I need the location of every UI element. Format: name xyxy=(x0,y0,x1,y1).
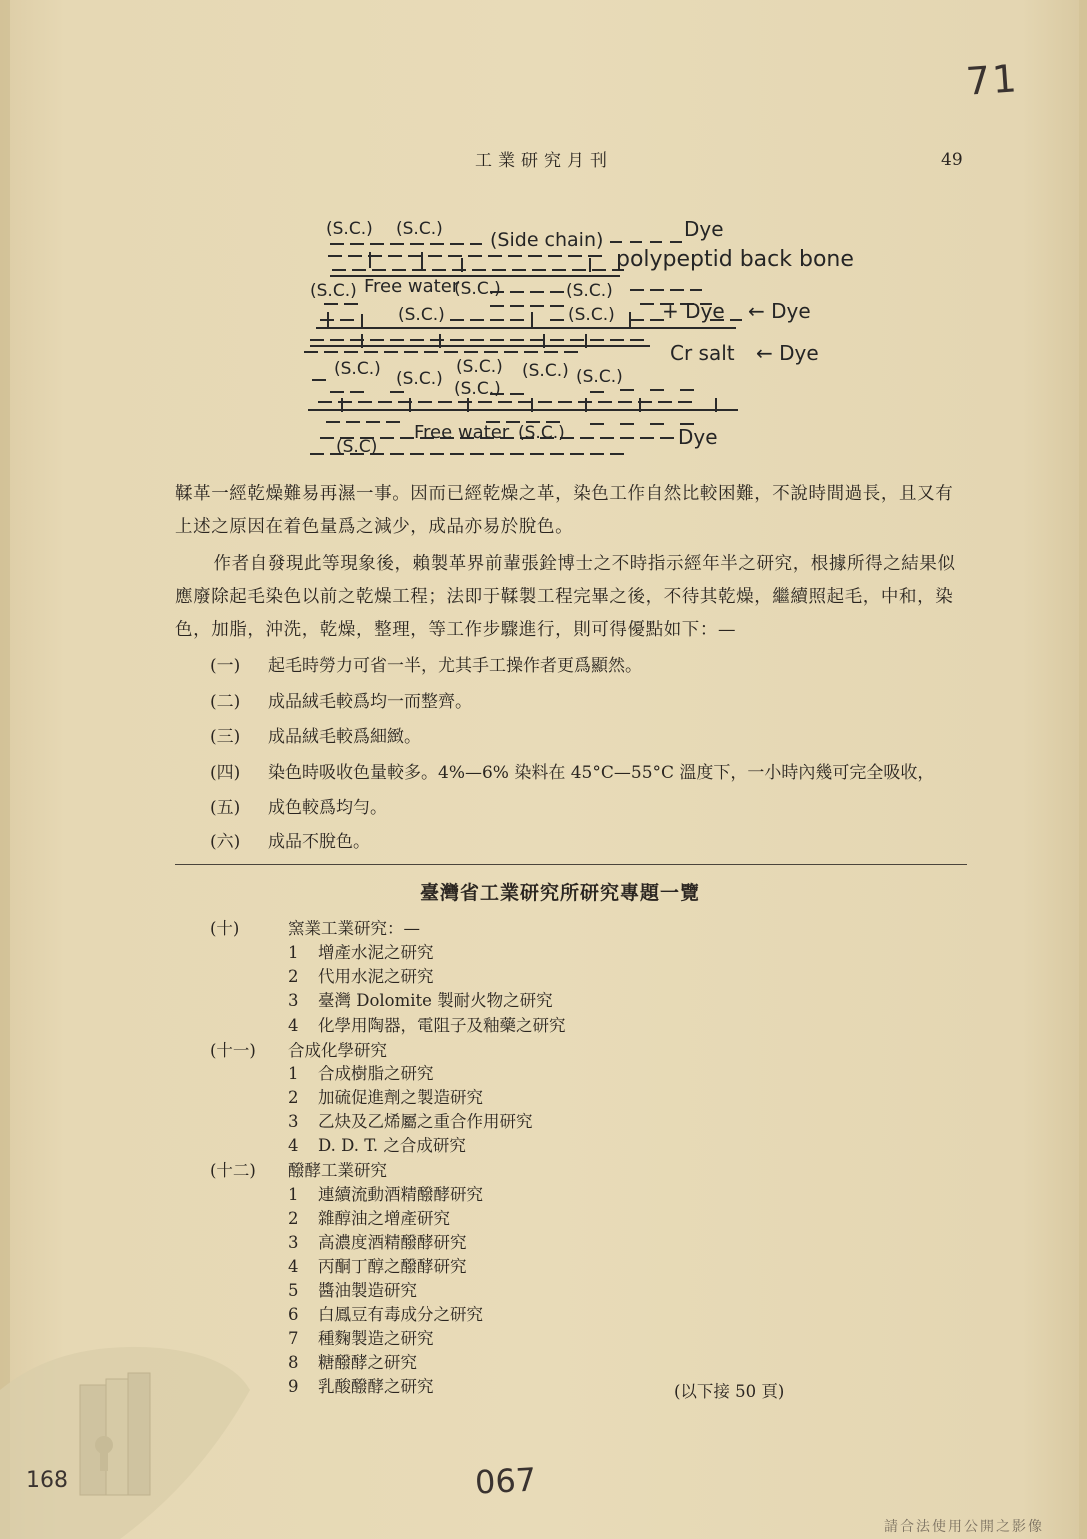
research-item xyxy=(288,1304,483,1326)
research-item xyxy=(288,1280,417,1302)
item-text: 高濃度酒精醱酵研究 xyxy=(318,1233,467,1252)
item-text: 連續流動酒精醱酵研究 xyxy=(318,1185,483,1204)
item-number: 1 xyxy=(288,943,299,962)
running-header: 工業研究月刊 xyxy=(475,151,613,171)
category-number: (十) xyxy=(210,919,240,938)
item-number: 2 xyxy=(288,1209,299,1228)
item-text: 增產水泥之研究 xyxy=(318,943,434,962)
advantage-text: 成品不脫色。 xyxy=(268,832,370,852)
item-text: D. D. T. 之合成研究 xyxy=(318,1136,466,1155)
research-item xyxy=(288,1087,483,1109)
item-number: 5 xyxy=(288,1281,299,1300)
item-text: 化學用陶器，電阻子及釉藥之研究 xyxy=(318,1016,566,1035)
label-sc: (S.C.) xyxy=(326,219,373,239)
label-sc: (S.C.) xyxy=(454,379,501,399)
item-number: 4 xyxy=(288,1016,299,1035)
research-item xyxy=(288,1352,417,1374)
research-item xyxy=(288,1328,434,1350)
item-text: 乳酸醱酵之研究 xyxy=(318,1377,434,1396)
research-item xyxy=(288,1063,434,1085)
category-number: (十一) xyxy=(210,1041,256,1060)
advantage-item xyxy=(210,830,370,854)
section-title: 臺灣省工業研究所研究專題一覽 xyxy=(420,882,701,904)
research-item xyxy=(288,1015,566,1037)
advantage-item xyxy=(210,690,472,714)
label-sc: (S.C.) xyxy=(310,281,357,301)
advantage-text: 起毛時勞力可省一半，尤其手工操作者更爲顯然。 xyxy=(268,656,642,676)
label-dye-arrow: ← Dye xyxy=(756,341,819,365)
advantage-number: (六) xyxy=(210,832,241,852)
body-paragraph: 作者自發現此等現象後，賴製革界前輩張銓博士之不時指示經年半之研究，根據所得之結果似應廢除起毛染色以前之乾燥工程；法即于鞣製工程完畢之後，不待其乾燥，繼續照起毛，中和，染色，加脂，沖洗，乾燥，整理，等工作步驟進行，則可得優點如下：— xyxy=(175,554,956,640)
research-item xyxy=(288,1256,467,1278)
research-item xyxy=(288,966,434,988)
advantage-item xyxy=(210,654,642,678)
label-plus-dye: + Dye xyxy=(662,299,725,323)
section-divider xyxy=(175,864,967,865)
label-sc: (S.C.) xyxy=(456,357,503,377)
label-side-chain: (Side chain) xyxy=(490,229,604,251)
category-number: (十二) xyxy=(210,1161,256,1180)
label-dye: Dye xyxy=(678,425,718,449)
advantage-text: 成色較爲均勻。 xyxy=(268,798,387,818)
item-number: 3 xyxy=(288,991,299,1010)
label-backbone: polypeptid back bone xyxy=(616,247,854,272)
category-name: 窯業工業研究：— xyxy=(288,919,420,938)
research-item xyxy=(288,1184,483,1206)
label-sc: (S.C.) xyxy=(576,367,623,387)
usage-watermark: 請合法使用公開之影像 xyxy=(884,1519,1044,1535)
advantage-text: 成品絨毛較爲細緻。 xyxy=(268,727,421,747)
item-number: 9 xyxy=(288,1377,299,1396)
category-name: 醱酵工業研究 xyxy=(288,1161,387,1180)
research-item xyxy=(288,1232,467,1254)
advantage-number: (四) xyxy=(210,763,241,783)
collagen-structure-diagram xyxy=(290,212,870,470)
item-number: 4 xyxy=(288,1136,299,1155)
research-item xyxy=(288,1208,450,1230)
label-sc: (S.C.) xyxy=(518,423,565,443)
label-cr-salt: Cr salt xyxy=(670,341,735,365)
label-sc: (S.C.) xyxy=(568,305,615,325)
label-dye: Dye xyxy=(684,217,724,241)
research-category xyxy=(210,918,420,940)
item-text: 代用水泥之研究 xyxy=(318,967,434,986)
label-free-water: Free water xyxy=(364,276,460,297)
advantage-text: 成品絨毛較爲均一而整齊。 xyxy=(268,692,472,712)
research-category xyxy=(210,1160,387,1182)
item-text: 丙酮丁醇之醱酵研究 xyxy=(318,1257,467,1276)
advantage-number: (一) xyxy=(210,656,241,676)
label-sc: (S.C.) xyxy=(334,359,381,379)
item-number: 8 xyxy=(288,1353,299,1372)
item-text: 雜醇油之增產研究 xyxy=(318,1209,450,1228)
item-text: 臺灣 Dolomite 製耐火物之研究 xyxy=(318,991,553,1010)
item-text: 合成樹脂之研究 xyxy=(318,1064,434,1083)
label-sc: (S.C.) xyxy=(396,219,443,239)
item-text: 種麴製造之研究 xyxy=(318,1329,434,1348)
research-item xyxy=(288,1376,434,1398)
item-number: 3 xyxy=(288,1112,299,1131)
label-sc: (S.C) xyxy=(336,437,378,457)
item-number: 1 xyxy=(288,1064,299,1083)
advantage-item xyxy=(210,761,934,785)
label-sc: (S.C.) xyxy=(566,281,613,301)
item-text: 加硫促進劑之製造研究 xyxy=(318,1088,483,1107)
research-category xyxy=(210,1040,387,1062)
item-text: 醬油製造研究 xyxy=(318,1281,417,1300)
item-number: 1 xyxy=(288,1185,299,1204)
advantage-item xyxy=(210,725,421,749)
label-free-water: Free water xyxy=(414,422,510,443)
label-sc: (S.C.) xyxy=(522,361,569,381)
advantage-number: (五) xyxy=(210,798,241,818)
archive-logo-icon xyxy=(0,1330,260,1539)
advantage-number: (三) xyxy=(210,727,241,747)
research-item xyxy=(288,990,553,1012)
research-item xyxy=(288,942,434,964)
label-dye-arrow: ← Dye xyxy=(748,299,811,323)
advantage-text: 染色時吸收色量較多。4%—6% 染料在 45°C—55°C 溫度下，一小時內幾可完全吸收， xyxy=(268,763,935,783)
handwritten-archive-number: 067 xyxy=(474,1460,538,1502)
advantage-item xyxy=(210,796,387,820)
continued-note: (以下接 50 頁) xyxy=(674,1382,785,1401)
handwritten-folio-number: 71 xyxy=(964,56,1020,104)
item-number: 4 xyxy=(288,1257,299,1276)
research-item xyxy=(288,1111,533,1133)
label-sc: (S.C.) xyxy=(398,305,445,325)
body-paragraph: 鞣革一經乾燥難易再濕一事。因而已經乾燥之革，染色工作自然比較困難，不說時間過長，且又有上述之原因在着色量爲之減少，成品亦易於脫色。 xyxy=(175,484,954,537)
label-sc: (S.C.) xyxy=(396,369,443,389)
research-item xyxy=(288,1135,466,1157)
item-number: 7 xyxy=(288,1329,299,1348)
item-number: 2 xyxy=(288,1088,299,1107)
item-number: 2 xyxy=(288,967,299,986)
item-text: 白鳳豆有毒成分之研究 xyxy=(318,1305,483,1324)
paper-edge-left xyxy=(0,0,10,1539)
handwritten-margin-note: 168 xyxy=(26,1468,68,1493)
page-number: 49 xyxy=(941,150,963,170)
item-text: 乙炔及乙烯屬之重合作用研究 xyxy=(318,1112,533,1131)
advantage-number: (二) xyxy=(210,692,241,712)
item-number: 6 xyxy=(288,1305,299,1324)
item-text: 糖醱酵之研究 xyxy=(318,1353,417,1372)
label-sc: (S.C.) xyxy=(454,279,501,299)
item-number: 3 xyxy=(288,1233,299,1252)
paper-edge-right xyxy=(1079,0,1087,1539)
category-name: 合成化學研究 xyxy=(288,1041,387,1060)
